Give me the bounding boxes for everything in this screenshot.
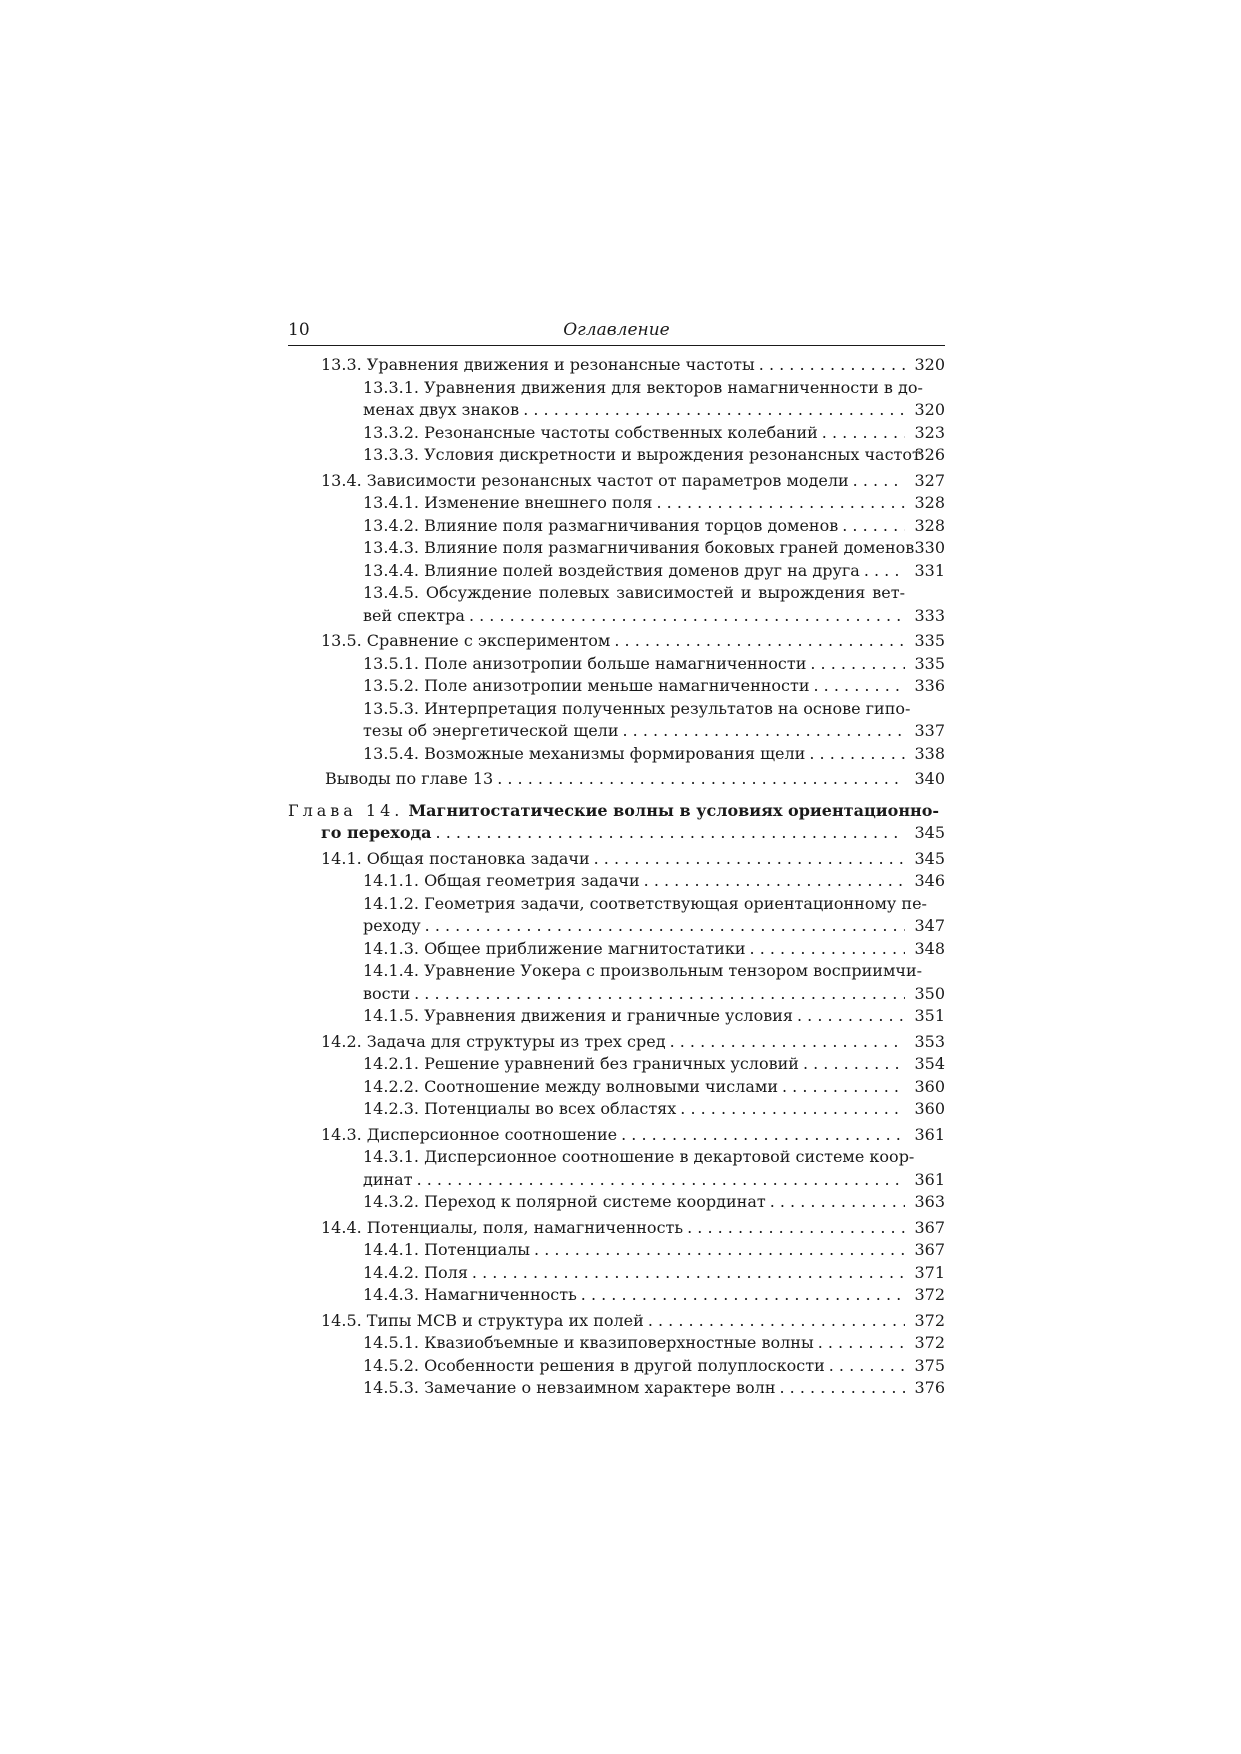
dot-leaders <box>465 605 905 628</box>
toc-page-number: 346 <box>914 871 945 890</box>
toc-subsection-14-3-1[interactable] <box>288 1146 945 1191</box>
dot-leaders <box>640 870 905 893</box>
book-page <box>288 318 945 1400</box>
toc-entry-title: 14.2.2. Соотношение между волновыми числами <box>363 1076 778 1096</box>
dot-leaders <box>799 1053 905 1076</box>
toc-page-number: 333 <box>914 605 945 625</box>
toc-entry-title: 13.3. Уравнения движения и резонансные частоты <box>321 355 755 374</box>
toc-subsection-14-1-5[interactable] <box>288 1005 945 1028</box>
toc-entry-title: 14.5.3. Замечание о невзаимном характере волн <box>363 1378 776 1397</box>
toc-entry-title: 14.2.1. Решение уравнений без граничных условий <box>363 1054 799 1073</box>
toc-page-number: 331 <box>914 560 945 580</box>
toc-entry-title: 13.5.2. Поле анизотропии меньше намагниченности <box>363 676 810 695</box>
chapter-title-line2: го перехода <box>321 823 432 842</box>
dot-leaders <box>468 1262 905 1285</box>
toc-page-number: 320 <box>914 400 945 419</box>
toc-entry-title: 14.1.5. Уравнения движения и граничные условия <box>363 1006 793 1025</box>
toc-section-13-4[interactable] <box>288 470 945 493</box>
dot-leaders <box>413 1169 905 1192</box>
toc-entry-title: 13.4.2. Влияние поля размагничивания торцов доменов <box>363 515 839 535</box>
toc-subsection-14-1-2[interactable] <box>288 893 945 938</box>
toc-entry-title-line1: 13.3.1. Уравнения движения для векторов намагниченности в до- <box>363 377 923 397</box>
dot-leaders <box>806 653 905 676</box>
toc-entry-title-line1: 13.5.3. Интерпретация полученных результатов на основе гипо- <box>363 698 911 718</box>
toc-subsection-13-3-1[interactable] <box>288 377 945 422</box>
dot-leaders <box>577 1284 905 1307</box>
toc-page-number: 353 <box>914 1031 945 1051</box>
dot-leaders <box>683 1217 905 1240</box>
toc-entry-title: 13.5.4. Возможные механизмы формирования щели <box>363 743 806 763</box>
toc-entry-title: 13.3.2. Резонансные частоты собственных колебаний <box>363 422 818 442</box>
toc-page-number: 345 <box>914 823 945 842</box>
page-number: 10 <box>288 320 310 340</box>
dot-leaders <box>849 470 905 493</box>
toc-subsection-13-3-2[interactable] <box>288 422 945 445</box>
toc-page-number: 340 <box>914 769 945 788</box>
toc-page-number: 360 <box>914 1099 945 1118</box>
toc-page-number: 351 <box>914 1006 945 1025</box>
toc-page-number: 328 <box>914 515 945 535</box>
toc-subsection-14-4-3[interactable] <box>288 1284 945 1307</box>
toc-entry-title-line1: 14.3.1. Дисперсионное соотношение в декартовой системе коор- <box>363 1147 915 1166</box>
toc-entry-title: 14.3. Дисперсионное соотношение <box>321 1124 618 1144</box>
toc-page-number: 350 <box>914 983 945 1003</box>
toc-page-number: 328 <box>914 493 945 512</box>
toc-entry-title: 13.4.3. Влияние поля размагничивания боковых граней доменов <box>363 538 915 557</box>
toc-subsection-14-2-2[interactable] <box>288 1076 945 1099</box>
dot-leaders <box>530 1239 905 1262</box>
toc-entry-title: 13.4. Зависимости резонансных частот от параметров модели <box>321 470 849 490</box>
toc-page-number: 337 <box>914 721 945 740</box>
toc-page-number: 354 <box>914 1054 945 1073</box>
toc-section-13-5[interactable] <box>288 630 945 653</box>
toc-entry-title: 13.5.1. Поле анизотропии больше намагниченности <box>363 653 807 673</box>
dot-leaders <box>493 768 905 791</box>
toc-entry-title-line2: динат <box>363 1169 413 1189</box>
toc-entry-title: 14.1. Общая постановка задачи <box>321 848 590 868</box>
dot-leaders <box>644 1310 905 1333</box>
toc-section-14-5[interactable] <box>288 1310 945 1333</box>
toc-page-number: 372 <box>914 1310 945 1330</box>
dot-leaders <box>838 515 905 538</box>
toc-subsection-13-5-1[interactable] <box>288 653 945 676</box>
dot-leaders <box>410 983 905 1006</box>
toc-page-number: 367 <box>914 1217 945 1237</box>
toc-page-number: 330 <box>914 538 945 557</box>
toc-subsection-14-5-1[interactable] <box>288 1332 945 1355</box>
toc-page-number: 336 <box>914 676 945 695</box>
dot-leaders <box>617 1124 905 1147</box>
toc-subsection-14-4-1[interactable] <box>288 1239 945 1262</box>
dot-leaders <box>818 422 905 445</box>
toc-subsection-13-5-2[interactable] <box>288 675 945 698</box>
toc-entry-title-line2: реходу <box>363 916 421 935</box>
toc-section-14-3[interactable] <box>288 1124 945 1147</box>
toc-entry-title: 14.4.3. Намагниченность <box>363 1285 577 1304</box>
toc-subsection-13-4-1[interactable] <box>288 492 945 515</box>
toc-page-number: 348 <box>914 938 945 958</box>
toc-section-13-3[interactable] <box>288 354 945 377</box>
dot-leaders <box>860 560 905 583</box>
chapter-label: Глава 14. <box>288 800 404 820</box>
toc-subsection-14-1-1[interactable] <box>288 870 945 893</box>
toc-page-number: 345 <box>914 848 945 868</box>
toc-entry-title: 14.4. Потенциалы, поля, намагниченность <box>321 1217 684 1237</box>
dot-leaders <box>814 1332 905 1355</box>
toc-subsection-14-1-3[interactable] <box>288 938 945 961</box>
toc-entry-title: 14.5.2. Особенности решения в другой полуплоскости <box>363 1355 825 1375</box>
toc-page-number: 360 <box>914 1076 945 1096</box>
toc-subsection-13-4-5[interactable] <box>288 582 945 627</box>
toc-subsection-13-4-2[interactable] <box>288 515 945 538</box>
toc-page-number: 361 <box>914 1124 945 1144</box>
toc-entry-title: 14.2.3. Потенциалы во всех областях <box>363 1099 677 1118</box>
toc-page-number: 375 <box>914 1355 945 1375</box>
toc-chapter-heading-line1 <box>288 800 945 823</box>
page-title: Оглавление <box>563 320 670 340</box>
dot-leaders <box>746 938 905 961</box>
dot-leaders <box>432 822 905 845</box>
chapter-title-line1: Магнитостатические волны в условиях ориентационно- <box>408 800 940 820</box>
dot-leaders <box>775 1377 905 1400</box>
toc-entry-title-line1: 14.1.2. Геометрия задачи, соответствующая ориентационному пе- <box>363 893 927 913</box>
toc-page-number: 327 <box>914 470 945 490</box>
toc-page-number: 320 <box>914 355 945 374</box>
toc-page-number: 338 <box>914 743 945 763</box>
toc-subsection-14-2-3[interactable] <box>288 1098 945 1121</box>
dot-leaders <box>810 675 906 698</box>
dot-leaders <box>793 1005 905 1028</box>
toc-entry-title: 13.3.3. Условия дискретности и вырождения резонансных частот <box>363 445 921 464</box>
toc-page-number: 335 <box>914 631 945 650</box>
toc-subsection-14-4-2[interactable] <box>288 1262 945 1285</box>
dot-leaders <box>676 1098 905 1121</box>
toc-entry-title-line1: 14.1.4. Уравнение Уокера с произвольным тензором восприимчи- <box>363 961 923 980</box>
toc-page-number: 335 <box>914 653 945 673</box>
toc-chapter-13-summary[interactable] <box>288 768 945 791</box>
toc-entry-title-line1: 13.4.5. Обсуждение полевых зависимостей и вырождения вет- <box>363 583 905 602</box>
dot-leaders <box>652 492 905 515</box>
toc-page-number: 361 <box>914 1169 945 1189</box>
toc-chapter-14[interactable] <box>288 800 945 845</box>
toc-subsection-13-5-4[interactable] <box>288 743 945 766</box>
toc-entry-title: Выводы по главе 13 <box>325 769 494 788</box>
toc-entry-title-line2: вей спектра <box>363 605 465 625</box>
dot-leaders <box>610 630 905 653</box>
toc-entry-title: 13.5. Сравнение с экспериментом <box>321 631 611 650</box>
toc-section-14-2[interactable] <box>288 1031 945 1054</box>
toc-page-number: 347 <box>914 916 945 935</box>
toc-subsection-14-5-2[interactable] <box>288 1355 945 1378</box>
toc-entry-title-line2: тезы об энергетической щели <box>363 721 619 740</box>
toc-entry-title: 14.5. Типы МСВ и структура их полей <box>321 1310 644 1330</box>
toc-subsection-14-3-2[interactable] <box>288 1191 945 1214</box>
toc-section-14-1[interactable] <box>288 848 945 871</box>
toc-page-number: 326 <box>914 445 945 464</box>
toc-subsection-14-1-4[interactable] <box>288 960 945 1005</box>
toc-page-number: 376 <box>914 1378 945 1397</box>
toc-entry-title: 14.1.1. Общая геометрия задачи <box>363 871 640 890</box>
dot-leaders <box>519 399 905 422</box>
dot-leaders <box>755 354 905 377</box>
dot-leaders <box>590 848 905 871</box>
dot-leaders <box>778 1076 905 1099</box>
toc-page-number: 367 <box>914 1240 945 1259</box>
toc-section-14-4[interactable] <box>288 1217 945 1240</box>
dot-leaders <box>421 915 905 938</box>
toc-entry-title: 14.5.1. Квазиобъемные и квазиповерхностные волны <box>363 1333 814 1352</box>
toc-entry-title: 13.4.1. Изменение внешнего поля <box>363 493 653 512</box>
toc-subsection-14-5-3[interactable] <box>288 1377 945 1400</box>
dot-leaders <box>666 1031 905 1054</box>
toc-subsection-13-4-3[interactable] <box>288 537 945 560</box>
toc-entry-title: 14.3.2. Переход к полярной системе координат <box>363 1192 766 1211</box>
toc-page-number: 371 <box>914 1262 945 1282</box>
dot-leaders <box>805 743 905 766</box>
toc-entry-title: 14.4.2. Поля <box>363 1262 468 1282</box>
toc-entry-title: 13.4.4. Влияние полей воздействия доменов друг на друга <box>363 560 860 580</box>
running-head <box>288 318 945 346</box>
toc-page-number: 363 <box>914 1192 945 1211</box>
toc-subsection-13-3-3[interactable] <box>288 444 945 467</box>
toc-entry-title: 14.1.3. Общее приближение магнитостатики <box>363 938 746 958</box>
toc-entry-title: 14.2. Задача для структуры из трех сред <box>321 1031 666 1051</box>
toc-page-number: 372 <box>914 1333 945 1352</box>
dot-leaders <box>825 1355 905 1378</box>
toc-subsection-13-4-4[interactable] <box>288 560 945 583</box>
dot-leaders <box>618 720 905 743</box>
toc-subsection-14-2-1[interactable] <box>288 1053 945 1076</box>
toc-entry-title-line2: вости <box>363 983 411 1003</box>
toc-page-number: 372 <box>914 1285 945 1304</box>
toc-subsection-13-5-3[interactable] <box>288 698 945 743</box>
dot-leaders <box>766 1191 905 1214</box>
toc-page-number: 323 <box>914 422 945 442</box>
toc-entry-title: 14.4.1. Потенциалы <box>363 1240 531 1259</box>
toc-entry-title-line2: менах двух знаков <box>363 400 520 419</box>
table-of-contents <box>288 354 945 1400</box>
